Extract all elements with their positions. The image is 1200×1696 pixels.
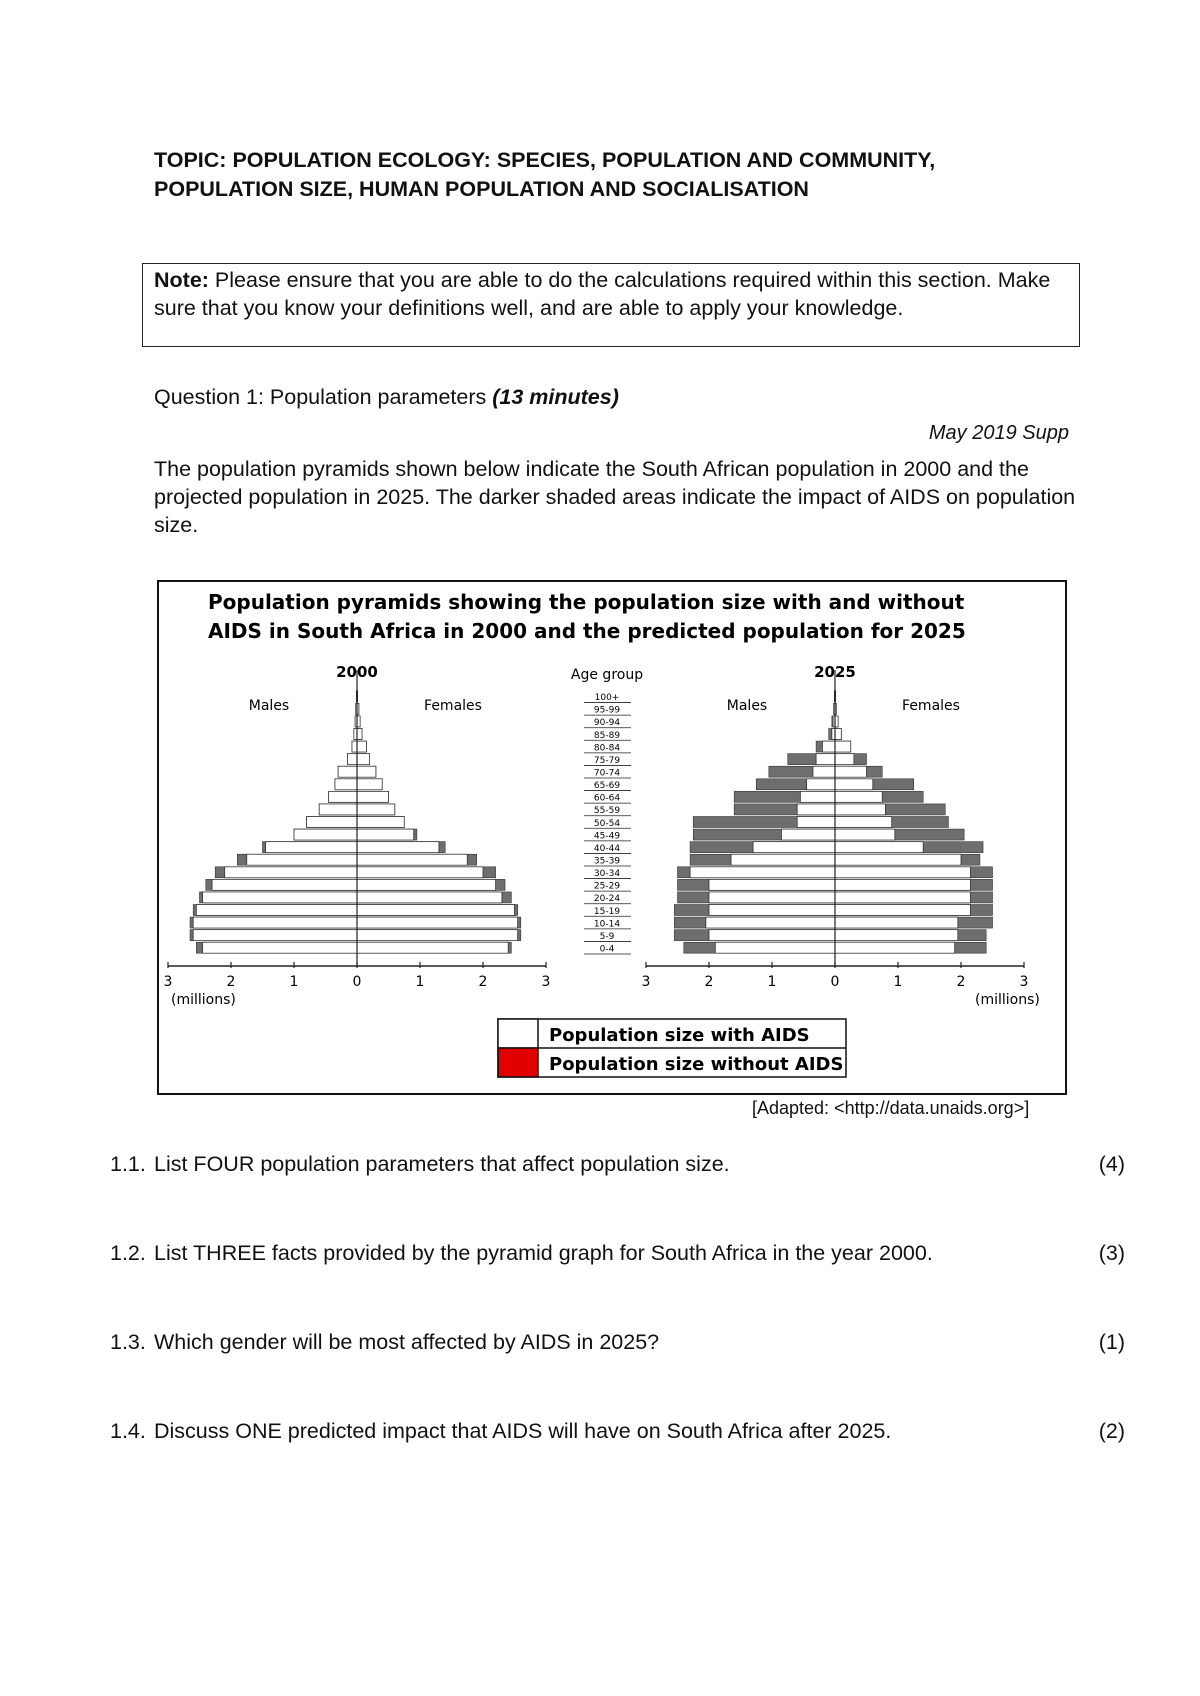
bar-male-with-aids xyxy=(247,854,357,865)
bar-female-with-aids xyxy=(835,741,851,752)
females-label: Females xyxy=(902,698,960,714)
x-tick-label: 3 xyxy=(541,974,551,990)
x-tick-label: 3 xyxy=(641,974,651,990)
bar-male-with-aids xyxy=(807,779,835,790)
question-marks: (1) xyxy=(1098,1330,1125,1354)
x-tick-label: 1 xyxy=(893,974,903,990)
males-label: Males xyxy=(248,698,290,714)
question-number: 1.1. xyxy=(110,1152,146,1176)
pyramid-year-label: 2025 xyxy=(814,663,856,681)
legend-swatch-with-aids xyxy=(498,1019,538,1048)
bar-female-with-aids xyxy=(357,766,376,777)
bar-male-with-aids xyxy=(338,766,357,777)
females-label: Females xyxy=(424,698,482,714)
bar-male-with-aids xyxy=(203,942,357,953)
bar-female-with-aids xyxy=(835,804,885,815)
bar-female-with-aids xyxy=(835,917,958,928)
bar-female-with-aids xyxy=(357,942,508,953)
bar-male-with-aids xyxy=(706,917,835,928)
bar-female-with-aids xyxy=(835,829,895,840)
bar-female-with-aids xyxy=(835,842,923,853)
bar-female-with-aids xyxy=(835,817,892,828)
figure-box xyxy=(157,580,1067,1095)
bar-female-with-aids xyxy=(357,917,518,928)
bar-female-with-aids xyxy=(357,729,362,740)
bar-male-with-aids xyxy=(709,879,835,890)
question-text: List THREE facts provided by the pyramid graph for South Africa in the year 2000. xyxy=(154,1241,933,1265)
age-group-label: 5-9 xyxy=(599,931,615,942)
x-tick-label: 2 xyxy=(478,974,488,990)
age-group-label: 0-4 xyxy=(599,944,615,955)
bar-female-with-aids xyxy=(835,791,882,802)
bar-male-with-aids xyxy=(813,766,835,777)
age-group-label: 60-64 xyxy=(593,793,621,804)
bar-male-with-aids xyxy=(203,892,357,903)
topic-heading xyxy=(154,146,1094,204)
x-tick-label: 0 xyxy=(830,974,840,990)
age-group-label: 35-39 xyxy=(593,856,621,867)
age-group-label: 25-29 xyxy=(593,881,621,892)
bar-female-with-aids xyxy=(835,729,841,740)
bar-female-with-aids xyxy=(357,867,483,878)
age-group-label: 75-79 xyxy=(593,755,621,766)
age-group-label: 10-14 xyxy=(593,919,621,930)
figure-title-line-1: Population pyramids showing the population size with and without xyxy=(208,590,965,614)
bar-female-with-aids xyxy=(357,842,439,853)
bar-male-with-aids xyxy=(307,817,357,828)
age-group-label: 40-44 xyxy=(593,843,621,854)
age-group-label: 85-89 xyxy=(593,730,621,741)
bar-female-with-aids xyxy=(835,854,961,865)
x-axis-unit-label: (millions) xyxy=(975,992,1040,1008)
bar-female-with-aids xyxy=(835,930,958,941)
bar-female-with-aids xyxy=(835,905,970,916)
legend-label-without-aids: Population size without AIDS xyxy=(549,1054,844,1075)
bar-male-with-aids xyxy=(731,854,835,865)
question-text: Discuss ONE predicted impact that AIDS will have on South Africa after 2025. xyxy=(154,1419,892,1443)
question-number: 1.2. xyxy=(110,1241,146,1265)
question-intro: The population pyramids shown below indicate the South African population in 2000 and the projected population in 2025. The darker shaded areas indicate the impact of AIDS on population size. xyxy=(154,457,1076,537)
bar-male-with-aids xyxy=(797,817,835,828)
question-number: 1.4. xyxy=(110,1419,146,1443)
bar-male-with-aids xyxy=(715,942,835,953)
exam-source: May 2019 Supp xyxy=(928,422,1069,444)
bar-female-with-aids xyxy=(835,867,970,878)
bar-male-with-aids xyxy=(797,804,835,815)
bar-female-with-aids xyxy=(835,942,955,953)
age-group-label: 80-84 xyxy=(593,743,621,754)
bar-male-with-aids xyxy=(294,829,357,840)
question-marks: (3) xyxy=(1098,1241,1125,1265)
question-marks: (4) xyxy=(1098,1152,1125,1176)
legend-label-with-aids: Population size with AIDS xyxy=(549,1025,810,1046)
bar-female-with-aids xyxy=(835,892,970,903)
question-text: Which gender will be most affected by AIDS in 2025? xyxy=(154,1330,660,1354)
bar-male-with-aids xyxy=(709,930,835,941)
pyramid-year-label: 2000 xyxy=(336,663,378,681)
question-title: Question 1: Population parameters xyxy=(154,385,493,409)
question-text: List FOUR population parameters that affect population size. xyxy=(154,1152,730,1176)
bar-male-with-aids xyxy=(319,804,357,815)
bar-male-with-aids xyxy=(352,741,357,752)
bar-female-with-aids xyxy=(357,892,502,903)
age-group-label: 70-74 xyxy=(593,768,621,779)
note-text xyxy=(154,266,1054,322)
age-group-label: 100+ xyxy=(594,693,620,704)
bar-male-with-aids xyxy=(753,842,835,853)
age-group-label: 95-99 xyxy=(593,705,621,716)
bar-female-with-aids xyxy=(357,854,467,865)
bar-female-with-aids xyxy=(835,779,873,790)
x-tick-label: 1 xyxy=(415,974,425,990)
legend-swatch-without-aids xyxy=(498,1048,538,1077)
pyramid-figure xyxy=(159,582,1065,1093)
topic-line-2: POPULATION SIZE, HUMAN POPULATION AND SOCIALISATION xyxy=(154,177,809,201)
age-group-label: 20-24 xyxy=(593,894,621,905)
question-number: 1.3. xyxy=(110,1330,146,1354)
males-label: Males xyxy=(726,698,768,714)
x-tick-label: 1 xyxy=(289,974,299,990)
bar-male-with-aids xyxy=(709,905,835,916)
bar-male-with-aids xyxy=(690,867,835,878)
bar-male-with-aids xyxy=(822,741,835,752)
note-label: Note: xyxy=(154,268,209,292)
bar-female-with-aids xyxy=(357,741,366,752)
bar-female-with-aids xyxy=(357,779,382,790)
figure-source: [Adapted: <http://data.unaids.org>] xyxy=(752,1098,1030,1118)
age-group-label: 50-54 xyxy=(593,818,621,829)
x-tick-label: 3 xyxy=(1019,974,1029,990)
age-group-title: Age group xyxy=(570,667,644,683)
bar-male-with-aids xyxy=(196,905,357,916)
question-heading xyxy=(154,385,619,410)
x-tick-label: 2 xyxy=(956,974,966,990)
x-tick-label: 0 xyxy=(352,974,362,990)
figure-title-line-2: AIDS in South Africa in 2000 and the predicted population for 2025 xyxy=(208,619,966,643)
x-tick-label: 2 xyxy=(226,974,236,990)
bar-male-with-aids xyxy=(335,779,357,790)
bar-male-with-aids xyxy=(212,879,357,890)
x-tick-label: 2 xyxy=(704,974,714,990)
question-time: (13 minutes) xyxy=(492,385,619,409)
bar-female-with-aids xyxy=(835,766,867,777)
age-group-label: 30-34 xyxy=(593,869,621,880)
bar-female-with-aids xyxy=(357,905,515,916)
question-marks: (2) xyxy=(1098,1419,1125,1443)
bar-male-with-aids xyxy=(709,892,835,903)
bar-male-with-aids xyxy=(816,754,835,765)
x-axis-unit-label: (millions) xyxy=(171,992,236,1008)
bar-female-with-aids xyxy=(357,829,414,840)
bar-female-with-aids xyxy=(357,879,496,890)
age-group-label: 45-49 xyxy=(593,831,621,842)
bar-male-with-aids xyxy=(225,867,357,878)
bar-female-with-aids xyxy=(357,930,518,941)
age-group-label: 90-94 xyxy=(593,718,621,729)
bar-female-with-aids xyxy=(357,804,395,815)
topic-line-1: TOPIC: POPULATION ECOLOGY: SPECIES, POPULATION AND COMMUNITY, xyxy=(154,148,936,172)
age-group-label: 55-59 xyxy=(593,806,621,817)
bar-female-with-aids xyxy=(835,754,854,765)
bar-female-with-aids xyxy=(835,879,970,890)
note-body: Please ensure that you are able to do the calculations required within this section. Make sure that you know your definitions well, and are able to apply your knowledge. xyxy=(154,268,1051,320)
x-tick-label: 3 xyxy=(163,974,173,990)
bar-male-with-aids xyxy=(781,829,835,840)
bar-female-with-aids xyxy=(357,791,389,802)
bar-male-with-aids xyxy=(193,917,357,928)
age-group-label: 65-69 xyxy=(593,781,621,792)
bar-male-with-aids xyxy=(800,791,835,802)
bar-female-with-aids xyxy=(357,817,404,828)
bar-male-with-aids xyxy=(193,930,357,941)
bar-female-with-aids xyxy=(357,754,370,765)
bar-male-with-aids xyxy=(266,842,357,853)
bar-male-with-aids xyxy=(348,754,357,765)
age-group-label: 15-19 xyxy=(593,906,621,917)
x-tick-label: 1 xyxy=(767,974,777,990)
bar-male-with-aids xyxy=(329,791,357,802)
